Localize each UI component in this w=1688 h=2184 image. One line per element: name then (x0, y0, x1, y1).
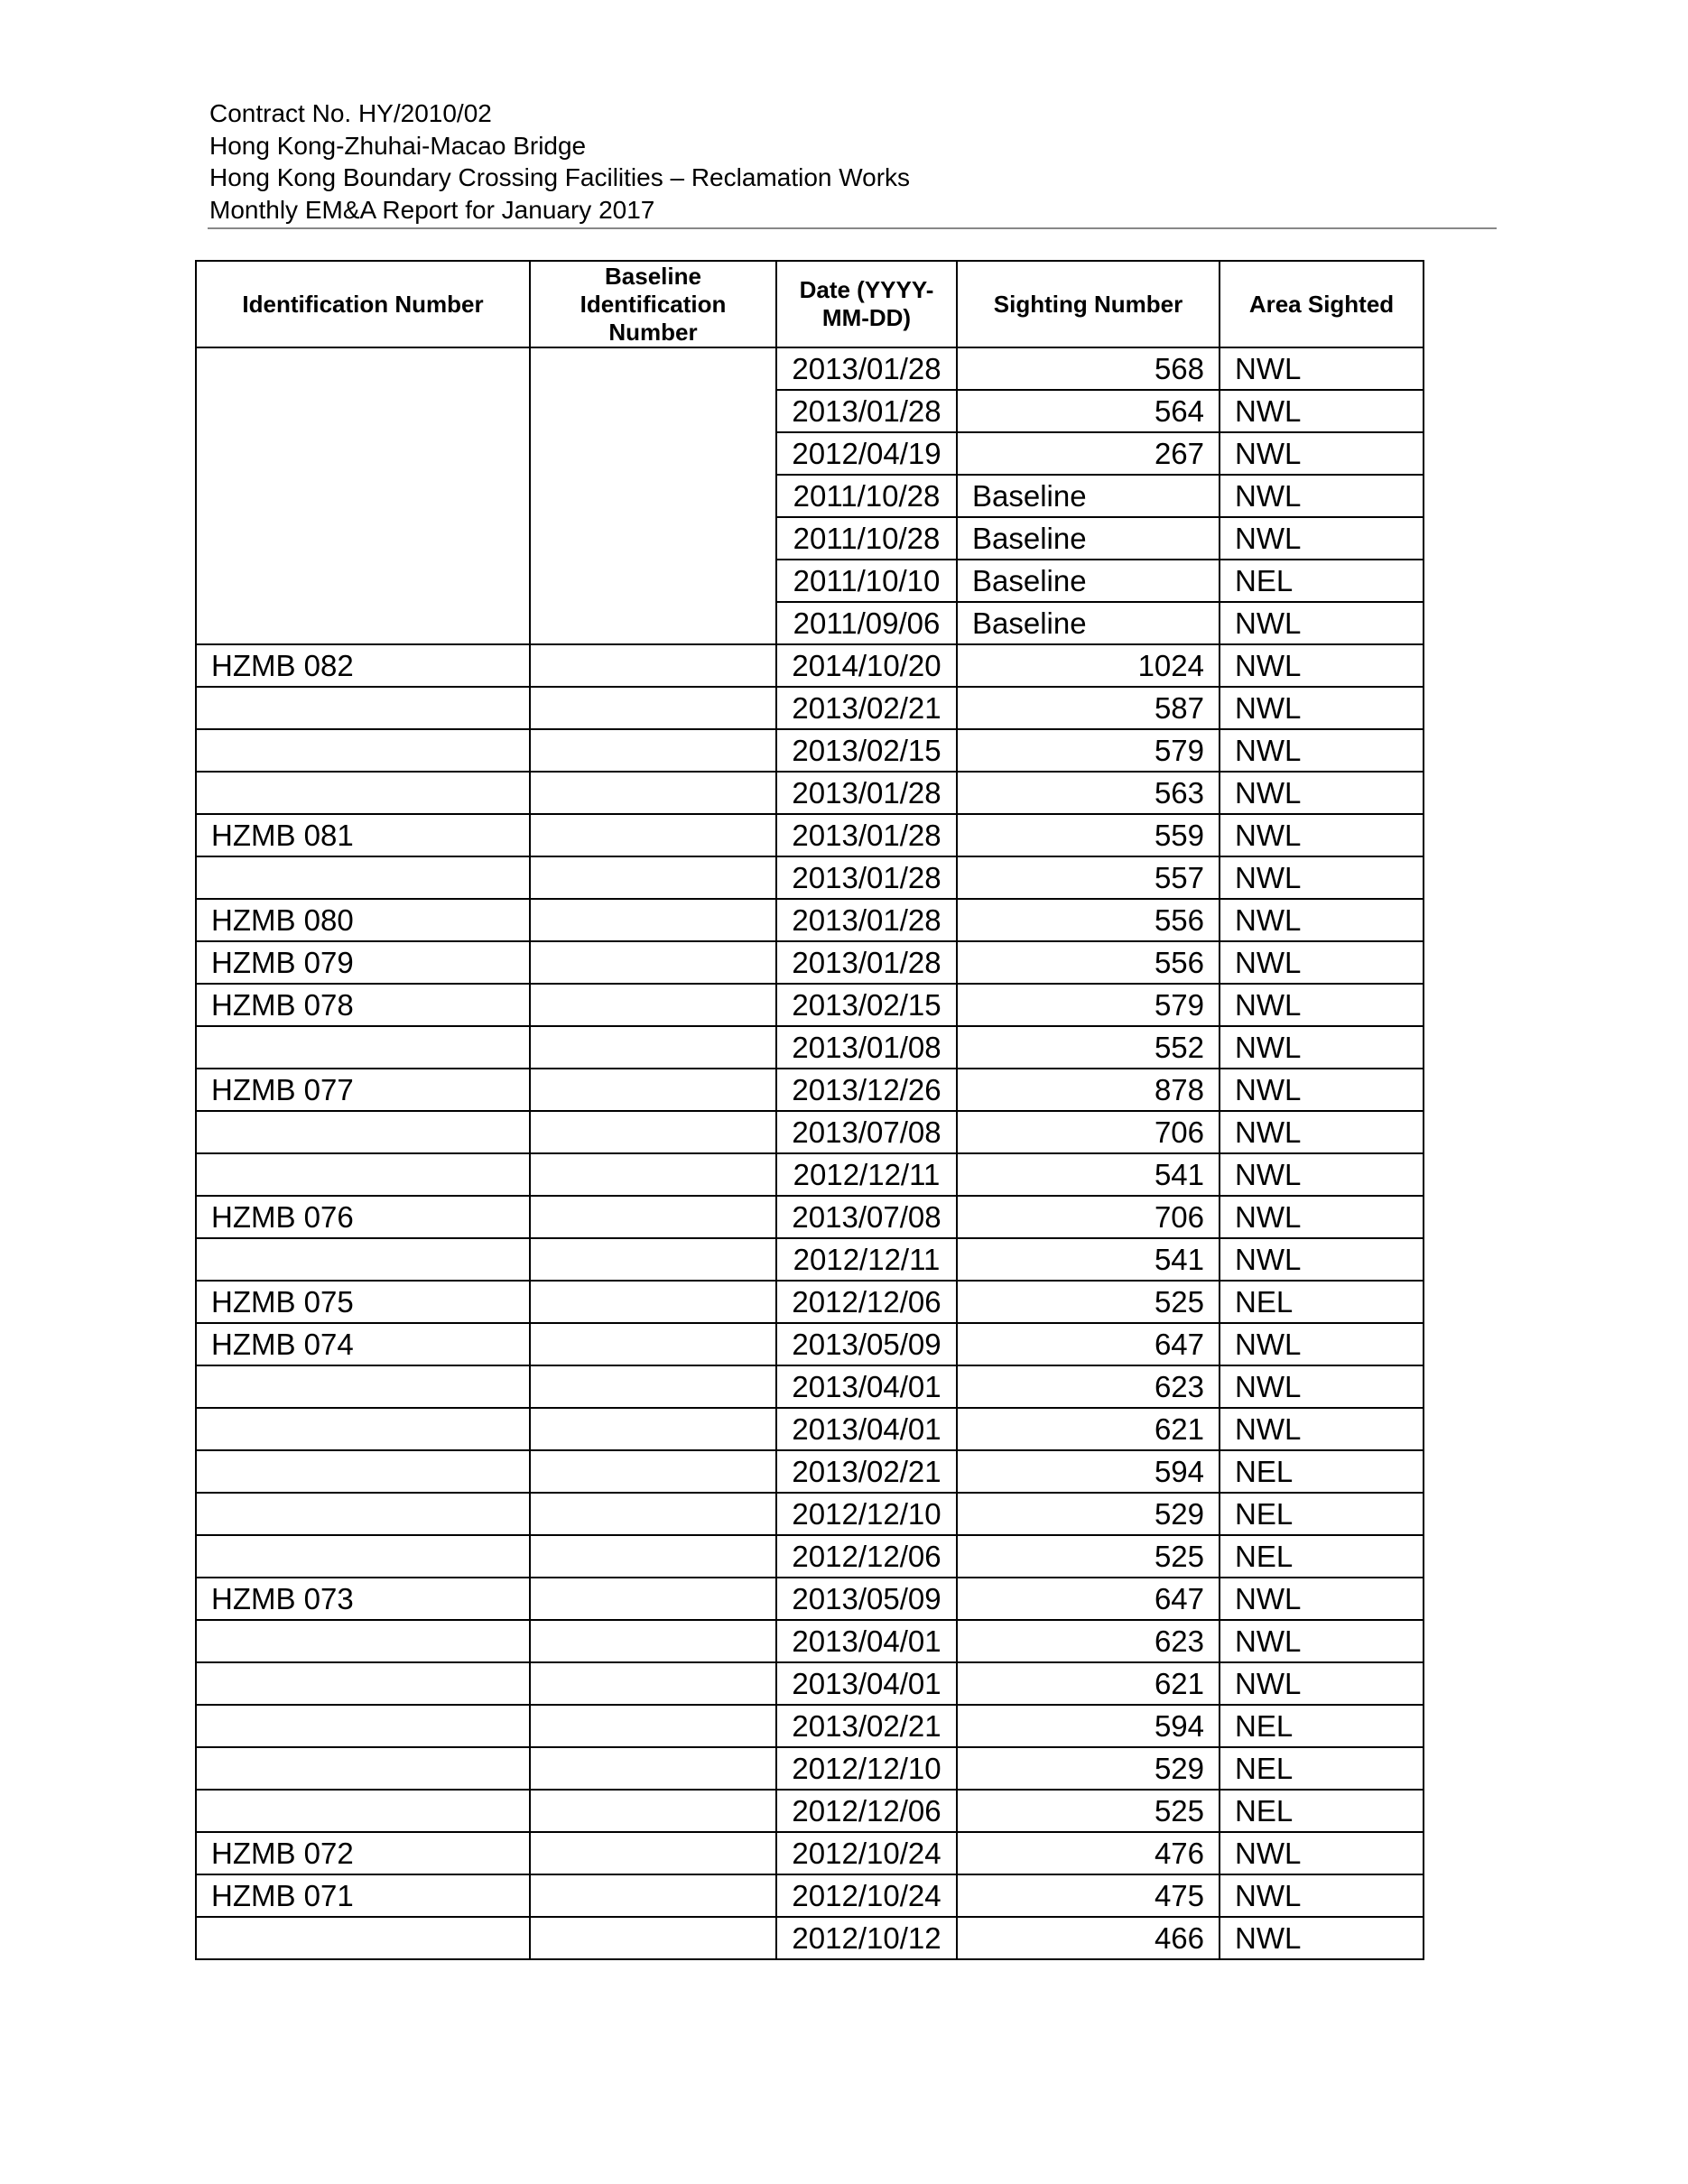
date-cell: 2013/07/08 (776, 1196, 957, 1238)
baseline-identification-cell (530, 1705, 776, 1747)
area-sighted-cell: NWL (1220, 1323, 1424, 1365)
identification-number-cell (196, 1238, 530, 1281)
date-cell: 2013/12/26 (776, 1069, 957, 1111)
table-row (196, 1493, 1424, 1535)
area-sighted-cell: NWL (1220, 390, 1424, 432)
baseline-identification-cell (530, 1281, 776, 1323)
sighting-number-cell: 556 (957, 899, 1220, 941)
area-sighted-cell: NWL (1220, 432, 1424, 475)
sighting-number-cell: 541 (957, 1238, 1220, 1281)
baseline-identification-cell (530, 1578, 776, 1620)
date-cell: 2013/07/08 (776, 1111, 957, 1153)
table-row (196, 814, 1424, 856)
table-row (196, 1281, 1424, 1323)
baseline-identification-cell (530, 772, 776, 814)
baseline-identification-cell (530, 1874, 776, 1917)
area-sighted-cell: NWL (1220, 1874, 1424, 1917)
table-row (196, 1323, 1424, 1365)
sighting-number-cell: 556 (957, 941, 1220, 984)
identification-number-cell (196, 1111, 530, 1153)
area-sighted-cell: NWL (1220, 772, 1424, 814)
area-sighted-cell: NEL (1220, 560, 1424, 602)
table-row (196, 1747, 1424, 1790)
identification-number-cell (196, 1026, 530, 1069)
identification-number-cell (196, 517, 530, 560)
sighting-number-cell: 1024 (957, 644, 1220, 687)
date-cell: 2013/04/01 (776, 1620, 957, 1662)
sighting-number-cell: 529 (957, 1493, 1220, 1535)
baseline-identification-cell (530, 390, 776, 432)
baseline-identification-cell (530, 1790, 776, 1832)
sighting-number-cell: 466 (957, 1917, 1220, 1959)
baseline-identification-cell (530, 1111, 776, 1153)
facility-name: Hong Kong Boundary Crossing Facilities – Reclamation Works (209, 163, 911, 191)
area-sighted-cell: NEL (1220, 1747, 1424, 1790)
date-cell: 2013/01/28 (776, 814, 957, 856)
sighting-number-cell: 557 (957, 856, 1220, 899)
table-row (196, 1874, 1424, 1917)
sighting-number-cell: 475 (957, 1874, 1220, 1917)
project-name: Hong Kong-Zhuhai-Macao Bridge (209, 131, 587, 160)
sighting-number-cell: 525 (957, 1790, 1220, 1832)
identification-number-cell (196, 1790, 530, 1832)
sighting-number-cell: 621 (957, 1662, 1220, 1705)
date-cell: 2012/12/10 (776, 1747, 957, 1790)
table-row (196, 1153, 1424, 1196)
table-row (196, 390, 1424, 432)
baseline-identification-cell (530, 941, 776, 984)
table-row (196, 899, 1424, 941)
identification-number-cell: HZMB 080 (196, 899, 530, 941)
identification-number-cell: HZMB 079 (196, 941, 530, 984)
date-cell: 2012/12/06 (776, 1535, 957, 1578)
area-sighted-cell: NEL (1220, 1493, 1424, 1535)
header-divider (208, 227, 1497, 229)
date-cell: 2012/12/06 (776, 1281, 957, 1323)
identification-number-cell (196, 1917, 530, 1959)
area-sighted-cell: NWL (1220, 1620, 1424, 1662)
sighting-number-cell: 568 (957, 347, 1220, 390)
date-cell: 2011/10/28 (776, 517, 957, 560)
identification-number-cell (196, 1493, 530, 1535)
identification-number-cell: HZMB 081 (196, 814, 530, 856)
table-row (196, 517, 1424, 560)
table-row (196, 347, 1424, 390)
area-sighted-cell: NEL (1220, 1450, 1424, 1493)
date-cell: 2012/10/24 (776, 1832, 957, 1874)
identification-number-cell: HZMB 082 (196, 644, 530, 687)
baseline-identification-cell (530, 1620, 776, 1662)
identification-number-cell: HZMB 073 (196, 1578, 530, 1620)
area-sighted-cell: NWL (1220, 1153, 1424, 1196)
date-cell: 2012/12/11 (776, 1238, 957, 1281)
report-title: Monthly EM&A Report for January 2017 (209, 195, 655, 224)
area-sighted-cell: NWL (1220, 1069, 1424, 1111)
date-cell: 2013/02/15 (776, 729, 957, 772)
area-sighted-cell: NWL (1220, 517, 1424, 560)
sighting-number-cell: 579 (957, 729, 1220, 772)
date-cell: 2013/01/28 (776, 772, 957, 814)
sighting-number-cell: 563 (957, 772, 1220, 814)
area-sighted-cell: NWL (1220, 1662, 1424, 1705)
table-row (196, 984, 1424, 1026)
identification-number-cell (196, 1450, 530, 1493)
column-header-sighting-number: Sighting Number (957, 261, 1220, 347)
identification-number-cell (196, 1620, 530, 1662)
date-cell: 2013/01/28 (776, 347, 957, 390)
date-cell: 2011/10/10 (776, 560, 957, 602)
sighting-number-cell: 706 (957, 1196, 1220, 1238)
table-row (196, 432, 1424, 475)
sighting-number-cell: 706 (957, 1111, 1220, 1153)
area-sighted-cell: NWL (1220, 984, 1424, 1026)
identification-number-cell: HZMB 072 (196, 1832, 530, 1874)
identification-number-cell (196, 687, 530, 729)
baseline-identification-cell (530, 687, 776, 729)
table-row (196, 1578, 1424, 1620)
column-header-date: Date (YYYY-MM-DD) (776, 261, 957, 347)
identification-number-cell (196, 772, 530, 814)
area-sighted-cell: NWL (1220, 1578, 1424, 1620)
column-header-area-sighted: Area Sighted (1220, 261, 1424, 347)
table-row (196, 1408, 1424, 1450)
baseline-identification-cell (530, 475, 776, 517)
area-sighted-cell: NWL (1220, 1111, 1424, 1153)
table-row (196, 1111, 1424, 1153)
baseline-identification-cell (530, 729, 776, 772)
identification-number-cell (196, 1153, 530, 1196)
date-cell: 2013/01/28 (776, 390, 957, 432)
date-cell: 2013/05/09 (776, 1323, 957, 1365)
area-sighted-cell: NWL (1220, 1917, 1424, 1959)
sighting-number-cell: 594 (957, 1705, 1220, 1747)
area-sighted-cell: NWL (1220, 1238, 1424, 1281)
table-row (196, 560, 1424, 602)
sighting-number-cell: 529 (957, 1747, 1220, 1790)
date-cell: 2013/04/01 (776, 1365, 957, 1408)
sighting-number-cell: 623 (957, 1365, 1220, 1408)
area-sighted-cell: NEL (1220, 1790, 1424, 1832)
date-cell: 2012/12/06 (776, 1790, 957, 1832)
identification-number-cell (196, 856, 530, 899)
contract-number: Contract No. HY/2010/02 (209, 99, 492, 127)
date-cell: 2013/05/09 (776, 1578, 957, 1620)
table-row (196, 1790, 1424, 1832)
baseline-identification-cell (530, 1408, 776, 1450)
table-body (196, 347, 1424, 1959)
area-sighted-cell: NWL (1220, 856, 1424, 899)
table-row (196, 856, 1424, 899)
date-cell: 2013/01/28 (776, 856, 957, 899)
date-cell: 2012/12/11 (776, 1153, 957, 1196)
sighting-number-cell: 541 (957, 1153, 1220, 1196)
identification-number-cell (196, 1365, 530, 1408)
date-cell: 2012/04/19 (776, 432, 957, 475)
area-sighted-cell: NWL (1220, 347, 1424, 390)
sighting-number-cell: 594 (957, 1450, 1220, 1493)
table-row (196, 1238, 1424, 1281)
identification-number-cell (196, 432, 530, 475)
sighting-number-cell: Baseline (957, 475, 1220, 517)
table-row (196, 644, 1424, 687)
sighting-number-cell: 525 (957, 1535, 1220, 1578)
sighting-number-cell: 587 (957, 687, 1220, 729)
area-sighted-cell: NWL (1220, 1832, 1424, 1874)
identification-number-cell (196, 347, 530, 390)
table-row (196, 1196, 1424, 1238)
identification-number-cell (196, 1662, 530, 1705)
baseline-identification-cell (530, 1153, 776, 1196)
area-sighted-cell: NWL (1220, 644, 1424, 687)
date-cell: 2012/12/10 (776, 1493, 957, 1535)
identification-number-cell (196, 1535, 530, 1578)
area-sighted-cell: NEL (1220, 1281, 1424, 1323)
table-row (196, 1026, 1424, 1069)
baseline-identification-cell (530, 1662, 776, 1705)
identification-number-cell: HZMB 075 (196, 1281, 530, 1323)
sightings-table (195, 260, 1424, 1960)
sighting-number-cell: 878 (957, 1069, 1220, 1111)
sighting-number-cell: 525 (957, 1281, 1220, 1323)
baseline-identification-cell (530, 644, 776, 687)
area-sighted-cell: NWL (1220, 1026, 1424, 1069)
identification-number-cell: HZMB 074 (196, 1323, 530, 1365)
column-header-identification-number: Identification Number (196, 261, 530, 347)
baseline-identification-cell (530, 1238, 776, 1281)
column-header-baseline-identification-number: Baseline Identification Number (530, 261, 776, 347)
date-cell: 2011/10/28 (776, 475, 957, 517)
date-cell: 2011/09/06 (776, 602, 957, 644)
baseline-identification-cell (530, 517, 776, 560)
baseline-identification-cell (530, 560, 776, 602)
identification-number-cell (196, 1408, 530, 1450)
baseline-identification-cell (530, 1832, 776, 1874)
date-cell: 2013/02/21 (776, 1705, 957, 1747)
baseline-identification-cell (530, 1069, 776, 1111)
area-sighted-cell: NWL (1220, 941, 1424, 984)
sighting-number-cell: 579 (957, 984, 1220, 1026)
identification-number-cell (196, 729, 530, 772)
identification-number-cell: HZMB 077 (196, 1069, 530, 1111)
date-cell: 2013/04/01 (776, 1408, 957, 1450)
baseline-identification-cell (530, 1026, 776, 1069)
date-cell: 2013/01/28 (776, 899, 957, 941)
date-cell: 2013/02/21 (776, 687, 957, 729)
baseline-identification-cell (530, 347, 776, 390)
area-sighted-cell: NWL (1220, 1365, 1424, 1408)
table-row (196, 1620, 1424, 1662)
date-cell: 2013/02/15 (776, 984, 957, 1026)
baseline-identification-cell (530, 1747, 776, 1790)
sighting-number-cell: 552 (957, 1026, 1220, 1069)
baseline-identification-cell (530, 984, 776, 1026)
sighting-number-cell: Baseline (957, 560, 1220, 602)
table-row (196, 687, 1424, 729)
area-sighted-cell: NWL (1220, 687, 1424, 729)
area-sighted-cell: NEL (1220, 1535, 1424, 1578)
sighting-number-cell: 267 (957, 432, 1220, 475)
date-cell: 2013/02/21 (776, 1450, 957, 1493)
baseline-identification-cell (530, 1323, 776, 1365)
table-row (196, 1705, 1424, 1747)
date-cell: 2013/01/28 (776, 941, 957, 984)
sighting-number-cell: 623 (957, 1620, 1220, 1662)
baseline-identification-cell (530, 856, 776, 899)
date-cell: 2012/10/24 (776, 1874, 957, 1917)
baseline-identification-cell (530, 899, 776, 941)
date-cell: 2012/10/12 (776, 1917, 957, 1959)
baseline-identification-cell (530, 814, 776, 856)
area-sighted-cell: NWL (1220, 1408, 1424, 1450)
baseline-identification-cell (530, 1535, 776, 1578)
baseline-identification-cell (530, 1196, 776, 1238)
identification-number-cell (196, 560, 530, 602)
identification-number-cell (196, 475, 530, 517)
baseline-identification-cell (530, 432, 776, 475)
table-row (196, 729, 1424, 772)
area-sighted-cell: NWL (1220, 899, 1424, 941)
area-sighted-cell: NEL (1220, 1705, 1424, 1747)
identification-number-cell: HZMB 076 (196, 1196, 530, 1238)
table-header-row (196, 261, 1424, 347)
table-row (196, 1662, 1424, 1705)
identification-number-cell (196, 1705, 530, 1747)
sighting-number-cell: Baseline (957, 517, 1220, 560)
table-row (196, 1069, 1424, 1111)
table-row (196, 1535, 1424, 1578)
table-row (196, 1450, 1424, 1493)
baseline-identification-cell (530, 1917, 776, 1959)
date-cell: 2013/01/08 (776, 1026, 957, 1069)
table-row (196, 1917, 1424, 1959)
sighting-number-cell: 647 (957, 1578, 1220, 1620)
table-row (196, 772, 1424, 814)
date-cell: 2014/10/20 (776, 644, 957, 687)
table-row (196, 1832, 1424, 1874)
sighting-number-cell: 564 (957, 390, 1220, 432)
table-row (196, 475, 1424, 517)
area-sighted-cell: NWL (1220, 1196, 1424, 1238)
area-sighted-cell: NWL (1220, 475, 1424, 517)
page-header (209, 97, 1491, 226)
area-sighted-cell: NWL (1220, 814, 1424, 856)
sighting-number-cell: 647 (957, 1323, 1220, 1365)
baseline-identification-cell (530, 1450, 776, 1493)
baseline-identification-cell (530, 602, 776, 644)
identification-number-cell: HZMB 071 (196, 1874, 530, 1917)
sighting-number-cell: 559 (957, 814, 1220, 856)
sighting-number-cell: Baseline (957, 602, 1220, 644)
sighting-number-cell: 621 (957, 1408, 1220, 1450)
table-row (196, 1365, 1424, 1408)
sighting-number-cell: 476 (957, 1832, 1220, 1874)
table-row (196, 602, 1424, 644)
identification-number-cell: HZMB 078 (196, 984, 530, 1026)
table-row (196, 941, 1424, 984)
identification-number-cell (196, 390, 530, 432)
date-cell: 2013/04/01 (776, 1662, 957, 1705)
baseline-identification-cell (530, 1493, 776, 1535)
identification-number-cell (196, 1747, 530, 1790)
area-sighted-cell: NWL (1220, 729, 1424, 772)
identification-number-cell (196, 602, 530, 644)
area-sighted-cell: NWL (1220, 602, 1424, 644)
baseline-identification-cell (530, 1365, 776, 1408)
